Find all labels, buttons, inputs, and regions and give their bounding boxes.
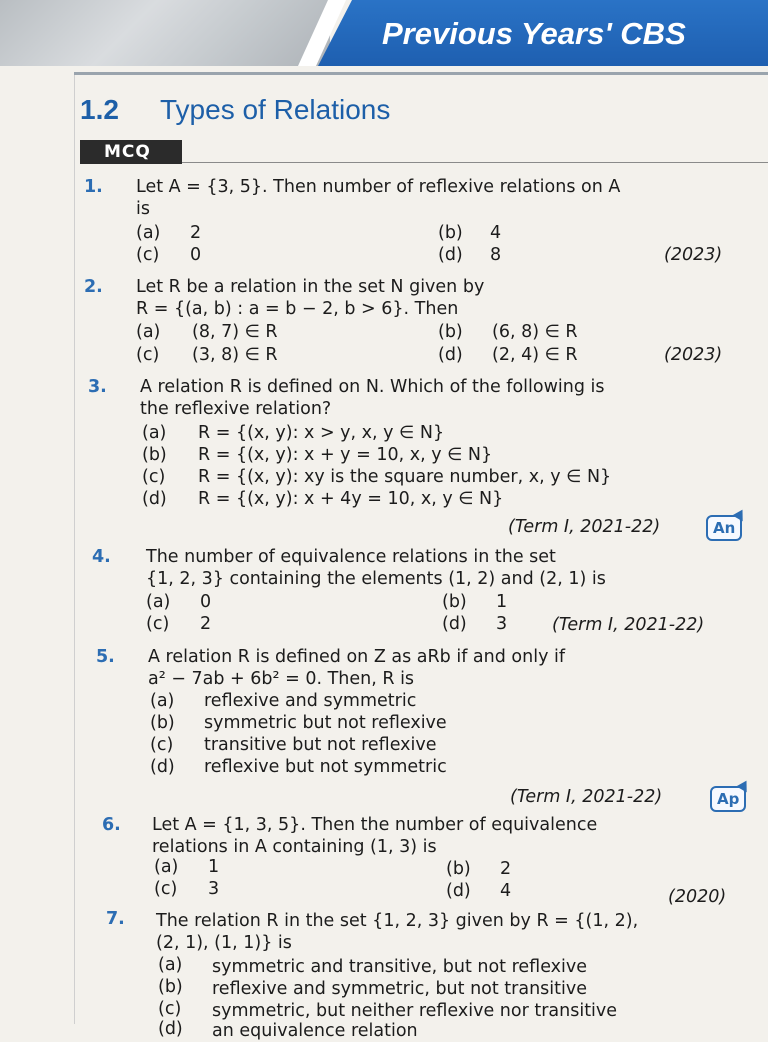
option-text: 2 bbox=[200, 614, 212, 634]
option-label: (a) bbox=[136, 223, 161, 243]
question-text: (2, 1), (1, 1)} is bbox=[156, 933, 292, 953]
option-label: (a) bbox=[136, 322, 161, 342]
option-text: R = {(x, y): x + y = 10, x, y ∈ N} bbox=[198, 445, 493, 465]
question-text: Let A = {3, 5}. Then number of reflexive relations on A bbox=[136, 177, 621, 197]
option-label: (c) bbox=[154, 879, 178, 899]
option-text: R = {(x, y): x + 4y = 10, x, y ∈ N} bbox=[198, 489, 504, 509]
question-text: a² − 7ab + 6b² = 0. Then, R is bbox=[148, 669, 415, 689]
option-text: reflexive and symmetric bbox=[204, 691, 417, 711]
question-text: the reflexive relation? bbox=[140, 399, 332, 419]
section-number: 1.2 bbox=[80, 94, 119, 125]
question-text: Let A = {1, 3, 5}. Then the number of equivalence bbox=[152, 815, 598, 835]
option-text: symmetric and transitive, but not reflexive bbox=[212, 957, 587, 977]
option-label: (b) bbox=[442, 592, 467, 612]
header-rule bbox=[74, 72, 768, 75]
option-text: 2 bbox=[500, 859, 512, 879]
question-number: 4. bbox=[92, 547, 111, 567]
year-label: (2023) bbox=[664, 245, 723, 265]
option-text: transitive but not reflexive bbox=[204, 735, 437, 755]
option-label: (d) bbox=[158, 1019, 183, 1039]
page-margin-line bbox=[74, 75, 75, 1024]
option-text: (6, 8) ∈ R bbox=[492, 322, 578, 342]
question-text: The relation R in the set {1, 2, 3} given by R = {(1, 2), bbox=[156, 911, 639, 931]
option-label: (c) bbox=[150, 735, 174, 755]
option-text: 0 bbox=[200, 592, 212, 612]
question-text: is bbox=[136, 199, 150, 219]
option-label: (b) bbox=[438, 223, 463, 243]
option-text: 0 bbox=[190, 245, 202, 265]
option-text: (3, 8) ∈ R bbox=[192, 345, 278, 365]
option-label: (a) bbox=[150, 691, 175, 711]
question-number: 3. bbox=[88, 377, 107, 397]
option-label: (d) bbox=[150, 757, 175, 777]
option-text: (8, 7) ∈ R bbox=[192, 322, 278, 342]
year-label: (Term I, 2021-22) bbox=[508, 517, 661, 537]
question-text: The number of equivalence relations in the set bbox=[146, 547, 556, 567]
option-text: (2, 4) ∈ R bbox=[492, 345, 578, 365]
option-text: 8 bbox=[490, 245, 502, 265]
question-text: Let R be a relation in the set N given by bbox=[136, 277, 485, 297]
option-text: symmetric but not reflexive bbox=[204, 713, 447, 733]
option-text: 1 bbox=[496, 592, 508, 612]
year-label: (2023) bbox=[664, 345, 723, 365]
option-label: (c) bbox=[136, 345, 160, 365]
option-label: (d) bbox=[446, 881, 471, 901]
option-label: (a) bbox=[154, 857, 179, 877]
option-label: (c) bbox=[146, 614, 170, 634]
option-text: 4 bbox=[500, 881, 512, 901]
option-label: (b) bbox=[142, 445, 167, 465]
option-text: R = {(x, y): x > y, x, y ∈ N} bbox=[198, 423, 445, 443]
option-label: (c) bbox=[136, 245, 160, 265]
option-label: (a) bbox=[142, 423, 167, 443]
difficulty-badge: An bbox=[706, 515, 742, 541]
question-number: 1. bbox=[84, 177, 103, 197]
option-label: (d) bbox=[442, 614, 467, 634]
option-text: 3 bbox=[496, 614, 508, 634]
option-text: reflexive but not symmetric bbox=[204, 757, 447, 777]
mcq-rule bbox=[182, 162, 768, 163]
section-title: Types of Relations bbox=[160, 94, 391, 125]
question-text: {1, 2, 3} containing the elements (1, 2) and (2, 1) is bbox=[146, 569, 606, 589]
question-number: 2. bbox=[84, 277, 103, 297]
option-text: 4 bbox=[490, 223, 502, 243]
option-text: 1 bbox=[208, 857, 220, 877]
question-text: relations in A containing (1, 3) is bbox=[152, 837, 437, 857]
year-label: (Term I, 2021-22) bbox=[510, 787, 663, 807]
question-number: 5. bbox=[96, 647, 115, 667]
option-text: an equivalence relation bbox=[212, 1021, 418, 1041]
question-text: R = {(a, b) : a = b − 2, b > 6}. Then bbox=[136, 299, 459, 319]
option-text: reflexive and symmetric, but not transitive bbox=[212, 979, 587, 999]
option-label: (d) bbox=[142, 489, 167, 509]
question-number: 6. bbox=[102, 815, 121, 835]
year-label: (Term I, 2021-22) bbox=[552, 615, 705, 635]
option-label: (b) bbox=[150, 713, 175, 733]
option-label: (c) bbox=[142, 467, 166, 487]
option-label: (b) bbox=[158, 977, 183, 997]
option-label: (a) bbox=[146, 592, 171, 612]
question-text: A relation R is defined on N. Which of the following is bbox=[140, 377, 605, 397]
option-label: (b) bbox=[446, 859, 471, 879]
mcq-tag: MCQ bbox=[80, 140, 182, 164]
banner-title: Previous Years' CBS bbox=[382, 16, 686, 51]
question-number: 7. bbox=[106, 909, 125, 929]
option-label: (d) bbox=[438, 245, 463, 265]
option-text: R = {(x, y): xy is the square number, x, y ∈ N} bbox=[198, 467, 612, 487]
option-text: 3 bbox=[208, 879, 220, 899]
option-label: (a) bbox=[158, 955, 183, 975]
option-label: (b) bbox=[438, 322, 463, 342]
option-label: (d) bbox=[438, 345, 463, 365]
difficulty-badge: Ap bbox=[710, 786, 746, 812]
option-text: 2 bbox=[190, 223, 202, 243]
year-label: (2020) bbox=[668, 887, 727, 907]
banner-background bbox=[0, 0, 330, 66]
question-text: A relation R is defined on Z as aRb if and only if bbox=[148, 647, 566, 667]
option-label: (c) bbox=[158, 999, 182, 1019]
option-text: symmetric, but neither reflexive nor transitive bbox=[212, 1001, 618, 1021]
